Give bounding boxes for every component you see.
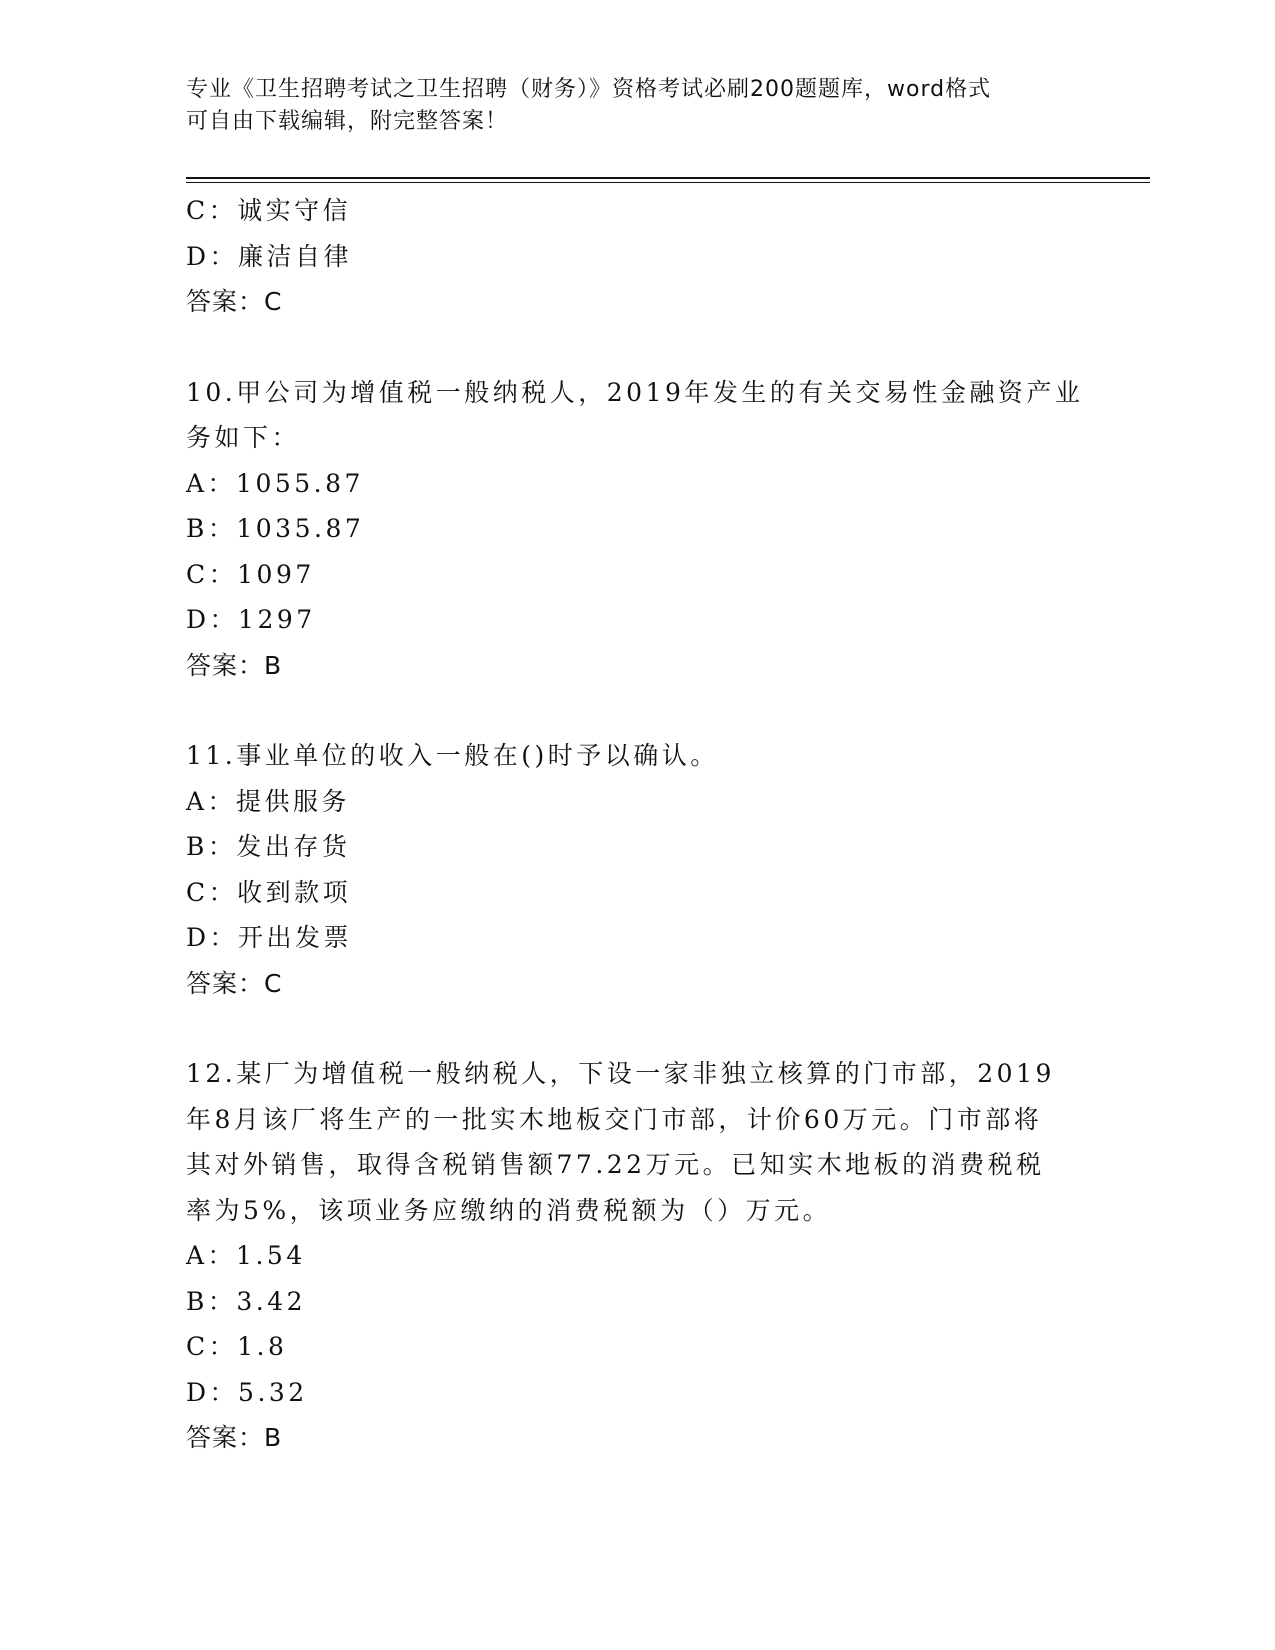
question-text-line: 10.甲公司为增值税一般纳税人，2019年发生的有关交易性金融资产业 xyxy=(186,377,1084,407)
document-header xyxy=(186,74,1086,138)
option-c: C：诚实守信 xyxy=(186,196,352,225)
option-a: A：提供服务 xyxy=(186,786,351,816)
question-text-line: 12.某厂为增值税一般纳税人，下设一家非独立核算的门市部，2019 xyxy=(186,1059,1055,1088)
question-block-continued xyxy=(186,188,1086,325)
question-text-line: 11.事业单位的收入一般在()时予以确认。 xyxy=(186,741,719,770)
question-block-10 xyxy=(186,370,1086,689)
header-line-2: 可自由下载编辑，附完整答案！ xyxy=(186,109,509,134)
question-text-line: 务如下： xyxy=(186,423,301,452)
option-a: A：1.54 xyxy=(186,1241,306,1270)
option-c: C：收到款项 xyxy=(186,877,352,907)
option-d: D：廉洁自律 xyxy=(186,241,353,271)
header-line-1: 专业《卫生招聘考试之卫生招聘（财务）》资格考试必刷200题题库，word格式 xyxy=(186,77,992,102)
answer-line: 答案：C xyxy=(186,968,283,998)
question-text-line: 其对外销售，取得含税销售额77.22万元。已知实木地板的消费税税 xyxy=(186,1150,1045,1179)
question-text-line: 年8月该厂将生产的一批实木地板交门市部，计价60万元。门市部将 xyxy=(186,1104,1043,1134)
option-c: C：1097 xyxy=(186,559,315,589)
answer-line: 答案：C xyxy=(186,287,283,316)
option-d: D：1297 xyxy=(186,605,316,634)
option-d: D：5.32 xyxy=(186,1377,308,1407)
header-divider-thin xyxy=(186,182,1150,183)
option-a: A：1055.87 xyxy=(186,468,364,498)
question-block-12 xyxy=(186,1051,1086,1461)
option-b: B：发出存货 xyxy=(186,832,351,861)
answer-line: 答案：B xyxy=(186,1423,283,1452)
question-text-line: 率为5%，该项业务应缴纳的消费税额为（）万元。 xyxy=(186,1195,832,1225)
header-divider-thick xyxy=(186,177,1150,179)
option-c: C：1.8 xyxy=(186,1332,288,1361)
option-b: B：1035.87 xyxy=(186,514,365,543)
option-d: D：开出发票 xyxy=(186,923,353,952)
answer-line: 答案：B xyxy=(186,650,283,680)
question-block-11 xyxy=(186,733,1086,1006)
question-list xyxy=(186,188,1086,1461)
option-b: B：3.42 xyxy=(186,1286,307,1316)
